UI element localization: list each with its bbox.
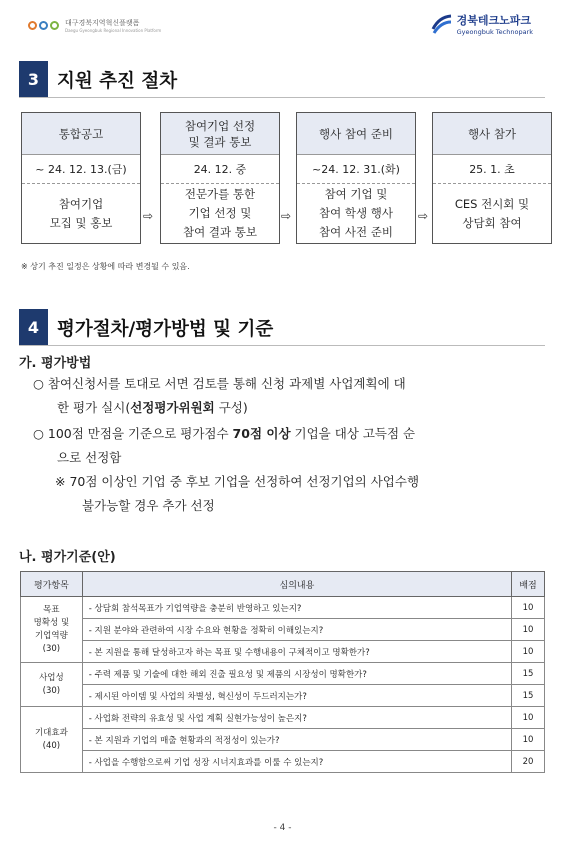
criteria-cell: - 본 지원을 통해 달성하고자 하는 목표 및 수행내용이 구체적이고 명확한가? bbox=[82, 641, 511, 663]
process-step-2 bbox=[160, 112, 280, 244]
criteria-table-wrap bbox=[20, 571, 545, 773]
process-step-3 bbox=[296, 112, 416, 244]
table-row bbox=[21, 641, 545, 663]
rip-logo bbox=[28, 18, 161, 33]
step-date: ~ 24. 12. 13.(금) bbox=[22, 155, 140, 184]
criteria-cell: - 사업을 수행함으로써 기업 성장 시너지효과를 이룰 수 있는지? bbox=[82, 751, 511, 773]
bullet-line: 한 평가 실시(선정평가위원회 구성) bbox=[57, 400, 248, 415]
method-bullet-2 bbox=[33, 422, 553, 470]
right-arrow-icon: ⇨ bbox=[143, 209, 154, 223]
committee-text: 선정평가위원회 bbox=[130, 400, 215, 415]
note-line: ※ 70점 이상인 기업 중 후보 기업을 선정하여 선정기업의 사업수행 bbox=[55, 474, 420, 489]
score-cell: 15 bbox=[512, 685, 545, 707]
score-cell: 10 bbox=[512, 619, 545, 641]
header-content: 심의내용 bbox=[82, 572, 511, 597]
step-title: 행사 참여 준비 bbox=[297, 113, 415, 155]
category-cell: 사업성 (30) bbox=[21, 663, 83, 707]
table-row bbox=[21, 619, 545, 641]
technopark-name: 경북테크노파크 bbox=[456, 14, 531, 27]
step-title: 행사 참가 bbox=[433, 113, 551, 155]
score-cell: 10 bbox=[512, 707, 545, 729]
table-row bbox=[21, 597, 545, 619]
section-title: 지원 추진 절차 bbox=[57, 71, 178, 92]
process-step-1 bbox=[21, 112, 141, 244]
criteria-cell: - 주력 제품 및 기술에 대한 해외 진출 필요성 및 제품의 시장성이 명확한가? bbox=[82, 663, 511, 685]
criteria-cell: - 본 지원과 기업의 매출 현황과의 적정성이 있는가? bbox=[82, 729, 511, 751]
step-desc: CES 전시회 및 상담회 참여 bbox=[454, 196, 530, 230]
right-arrow-icon: ⇨ bbox=[418, 209, 429, 223]
bullet-line: ○ 100점 만점을 기준으로 평가점수 70점 이상 기업을 대상 고득점 순 bbox=[33, 426, 416, 441]
step-title: 참여기업 선정 및 결과 통보 bbox=[161, 113, 279, 155]
technopark-logo bbox=[431, 12, 533, 36]
criteria-cell: - 지원 분야와 관련하여 시장 수요와 현황을 정확히 이해있는지? bbox=[82, 619, 511, 641]
technopark-eng-name: Gyeongbuk Technopark bbox=[456, 28, 533, 36]
method-heading: 가. 평가방법 bbox=[19, 356, 92, 371]
step-desc: 전문가를 통한 기업 선정 및 참여 결과 통보 bbox=[183, 187, 257, 239]
step-desc: 참여기업 모집 및 홍보 bbox=[49, 196, 113, 230]
category-cell: 기대효과 (40) bbox=[21, 707, 83, 773]
step-date: ~24. 12. 31.(화) bbox=[297, 155, 415, 184]
score-cell: 10 bbox=[512, 597, 545, 619]
table-row bbox=[21, 751, 545, 773]
right-arrow-icon: ⇨ bbox=[281, 209, 292, 223]
table-row bbox=[21, 685, 545, 707]
section-3-heading bbox=[19, 61, 545, 98]
section-title: 평가절차/평가방법 및 기준 bbox=[57, 319, 274, 340]
criteria-heading: 나. 평가기준(안) bbox=[19, 550, 116, 565]
criteria-cell: - 제시된 아이템 및 사업의 차별성, 혁신성이 두드러지는가? bbox=[82, 685, 511, 707]
section-number: 4 bbox=[19, 309, 48, 345]
category-cell: 목표 명확성 및 기업역량 (30) bbox=[21, 597, 83, 663]
technopark-logo-icon bbox=[431, 13, 453, 35]
step-desc: 참여 기업 및 참여 학생 행사 참여 사전 준비 bbox=[319, 187, 393, 239]
rip-logo-mark bbox=[28, 21, 59, 30]
bullet-line: 으로 선정함 bbox=[57, 450, 122, 465]
method-bullet-1 bbox=[33, 372, 553, 420]
header-category: 평가항목 bbox=[21, 572, 83, 597]
section-number: 3 bbox=[19, 61, 48, 97]
rip-logo-subtitle: Daegu Gyeongbuk Regional Innovation Platform bbox=[65, 28, 162, 33]
score-threshold-text: 70점 이상 bbox=[232, 426, 291, 441]
criteria-cell: - 상담회 참석목표가 기업역량을 충분히 반영하고 있는지? bbox=[82, 597, 511, 619]
section-4-heading bbox=[19, 309, 545, 346]
bullet-line: ○ 참여신청서를 토대로 서면 검토를 통해 신청 과제별 사업계획에 대 bbox=[33, 376, 406, 391]
rip-logo-title: 대구경북지역혁신플랫폼 bbox=[65, 19, 140, 27]
table-row bbox=[21, 729, 545, 751]
method-note bbox=[55, 470, 555, 518]
score-cell: 10 bbox=[512, 641, 545, 663]
header-score: 배점 bbox=[512, 572, 545, 597]
page-number: - 4 - bbox=[273, 823, 292, 833]
schedule-note: ※ 상기 추진 일정은 상황에 따라 변경될 수 있음. bbox=[21, 262, 190, 271]
step-title: 통합공고 bbox=[22, 113, 140, 155]
table-row bbox=[21, 707, 545, 729]
score-cell: 20 bbox=[512, 751, 545, 773]
table-header-row bbox=[21, 572, 545, 597]
score-cell: 10 bbox=[512, 729, 545, 751]
step-date: 25. 1. 초 bbox=[433, 155, 551, 184]
criteria-table bbox=[20, 571, 545, 773]
criteria-cell: - 사업화 전략의 유효성 및 사업 계획 실현가능성이 높은지? bbox=[82, 707, 511, 729]
note-line: 불가능할 경우 추가 선정 bbox=[82, 498, 215, 513]
score-cell: 15 bbox=[512, 663, 545, 685]
table-row bbox=[21, 663, 545, 685]
step-date: 24. 12. 중 bbox=[161, 155, 279, 184]
process-step-4 bbox=[432, 112, 552, 244]
